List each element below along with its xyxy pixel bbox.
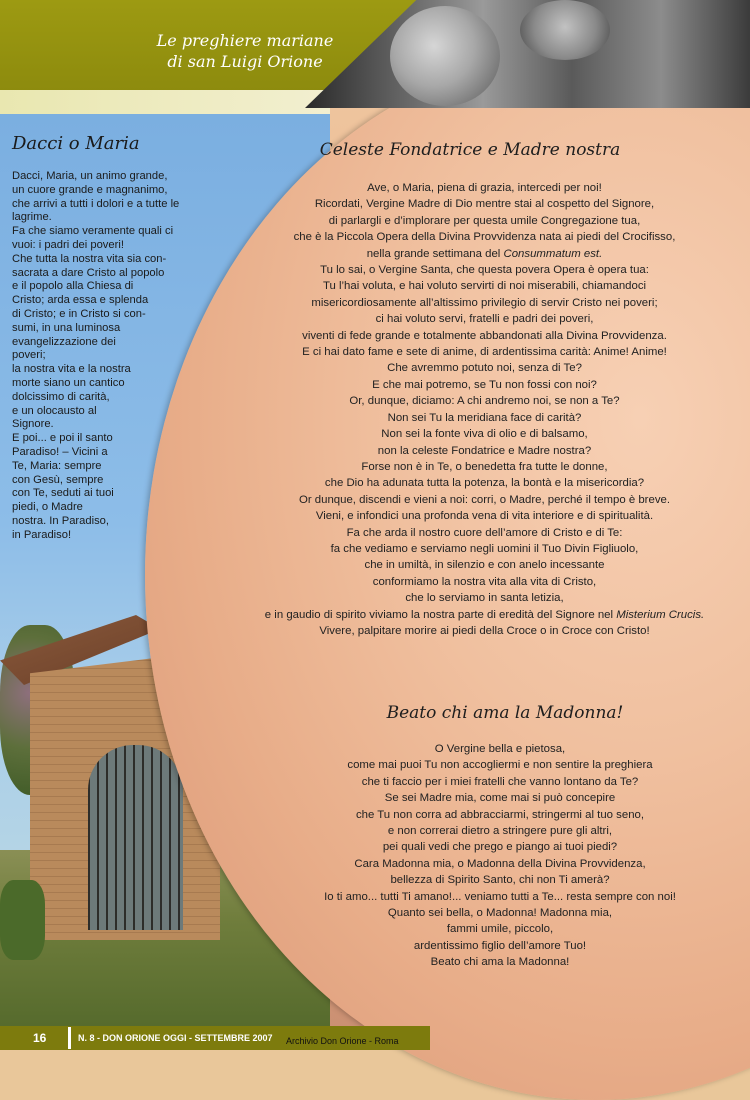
text-line: e un olocausto al bbox=[12, 404, 97, 417]
prayer-line: Vivere, palpitare morire ai piedi della Croce o in Croce con Cristo! bbox=[319, 624, 650, 637]
text-line: lagrime. bbox=[12, 211, 52, 224]
prayer-line-text: nella grande settimana del bbox=[366, 247, 504, 260]
prayer-line: Tu lo sai, o Vergine Santa, che questa povera Opera è opera tua: bbox=[320, 264, 649, 277]
text-line: vuoi: i padri dei poveri! bbox=[12, 238, 124, 251]
text-line: dolcissimo di carità, bbox=[12, 390, 110, 403]
footer-issue: N. 8 - DON ORIONE OGGI - SETTEMBRE 2007 bbox=[78, 1033, 273, 1043]
prayer-line: Tu l’hai voluta, e hai voluto servirti di noi miserabili, chiamandoci bbox=[322, 280, 647, 293]
portrait-photo-secondary bbox=[520, 0, 610, 60]
prayer-line: E che mai potremo, se Tu non fossi con noi? bbox=[372, 378, 597, 391]
prayer-line: Or dunque, discendi e vieni a noi: corri, o Madre, perché il tempo è breve. bbox=[298, 493, 671, 506]
text-line: Beato chi ama la Madonna! bbox=[430, 956, 570, 969]
text-line: un cuore grande e magnanimo, bbox=[12, 183, 168, 196]
prayer-line: che è la Piccola Opera della Divina Provvidenza nata ai piedi del Crocifisso, bbox=[293, 231, 676, 244]
prayer-line-text: e in gaudio di spirito viviamo la nostra parte di eredità del Signore nel bbox=[264, 608, 617, 621]
prayer-line: Or, dunque, diciamo: A chi andremo noi, se non a Te? bbox=[349, 395, 620, 408]
text-line: in Paradiso! bbox=[12, 528, 72, 541]
text-line: Quanto sei bella, o Madonna! Madonna mia, bbox=[387, 907, 613, 920]
text-line: bellezza di Spirito Santo, chi non Ti amerà? bbox=[390, 874, 610, 887]
prayer-line: Forse non è in Te, o benedetta fra tutte le donne, bbox=[361, 460, 608, 473]
text-line: nostra. In Paradiso, bbox=[12, 514, 110, 527]
prayer2-text bbox=[290, 741, 710, 971]
text-line: poveri; bbox=[12, 349, 46, 362]
text-line: E poi... e poi il santo bbox=[12, 432, 113, 445]
text-line: che arrivi a tutti i dolori e a tutte le bbox=[12, 197, 180, 210]
prayer-line: Ricordati, Vergine Madre di Dio mentre stai al cospetto del Signore, bbox=[314, 198, 655, 211]
archive-credit: Archivio Don Orione - Roma bbox=[286, 1036, 399, 1046]
text-line: che Tu non corra ad abbracciarmi, stringermi al tuo seno, bbox=[355, 808, 645, 821]
prayer-line bbox=[222, 607, 747, 623]
prayer-line: che lo serviamo in santa letizia, bbox=[405, 592, 564, 605]
prayer2-title: Beato chi ama la Madonna! bbox=[386, 703, 624, 723]
text-line: Signore. bbox=[12, 418, 54, 431]
text-line: ardentissimo figlio dell’amore Tuo! bbox=[413, 939, 587, 952]
prayer-line: Vieni, e infondici una profonda vena di vita interiore e di spiritualità. bbox=[315, 510, 654, 523]
prayer-line: che in umiltà, in silenzio e con anelo incessante bbox=[364, 559, 605, 572]
prayer-line: E ci hai dato fame e sete di anime, di ardentissima carità: Anime! Anime! bbox=[302, 346, 667, 359]
text-line: Fa che siamo veramente quali ci bbox=[12, 225, 174, 238]
prayer-line: Ave, o Maria, piena di grazia, intercedi per noi! bbox=[367, 182, 602, 194]
prayer-line-italic: Misterium Crucis. bbox=[616, 608, 705, 621]
text-line: pei quali vedi che prego e piango ai tuoi piedi? bbox=[382, 841, 618, 854]
text-line: Cara Madonna mia, o Madonna della Divina Provvidenza, bbox=[354, 857, 646, 870]
prayer-line: conformiamo la nostra vita alla vita di Cristo, bbox=[372, 575, 597, 588]
prayer-line: misericordiosamente all’altissimo privilegio di servir Cristo nei poveri; bbox=[311, 296, 658, 309]
text-line: sumi, in una luminosa bbox=[12, 321, 121, 334]
text-line: Dacci, Maria, un animo grande, bbox=[12, 170, 168, 182]
prayer1-text bbox=[222, 180, 747, 639]
text-line: che ti faccio per i miei fratelli che vanno lontano da Te? bbox=[361, 775, 639, 788]
prayer-line: Non sei Tu la meridiana face di carità? bbox=[387, 411, 582, 424]
prayer-line bbox=[222, 246, 747, 262]
prayer-line: di parlargli e d’implorare per questa umile Congregazione tua, bbox=[328, 214, 641, 227]
text-line: Paradiso! – Vicini a bbox=[12, 445, 108, 458]
text-line: Io ti amo... tutti Ti amano!... veniamo tutti a Te... resta sempre con noi! bbox=[324, 890, 676, 903]
text-line: Che tutta la nostra vita sia con- bbox=[12, 252, 167, 265]
text-line: di Cristo; e in Cristo si con- bbox=[12, 307, 146, 320]
prayer1-title: Celeste Fondatrice e Madre nostra bbox=[319, 140, 621, 160]
prayer-line: ci hai voluto servi, fratelli e padri dei poveri, bbox=[375, 313, 594, 326]
page-number: 16 bbox=[33, 1031, 47, 1045]
text-line: morte siano un cantico bbox=[12, 376, 125, 389]
header-title-line: di san Luigi Orione bbox=[167, 52, 323, 71]
prayer-line: Fa che arda il nostro cuore dell’amore di Cristo e di Te: bbox=[346, 526, 623, 539]
prayer-line: non la celeste Fondatrice e Madre nostra? bbox=[377, 444, 592, 457]
hedge-photo bbox=[0, 880, 45, 960]
text-line: come mai puoi Tu non accogliermi e non sentire la preghiera bbox=[347, 759, 653, 772]
text-line: Se sei Madre mia, come mai si può concepire bbox=[384, 792, 616, 805]
prayer-line: fa che vediamo e serviamo negli uomini il Tuo Divin Figliuolo, bbox=[330, 542, 639, 555]
portrait-photo bbox=[390, 6, 500, 106]
left-prayer-title: Dacci o Maria bbox=[12, 133, 140, 154]
prayer-line: Che avremmo potuto noi, senza di Te? bbox=[387, 362, 582, 375]
prayer-line: che Dio ha adunata tutta la potenza, la bontà e la misericordia? bbox=[324, 477, 645, 490]
text-line: O Vergine bella e pietosa, bbox=[434, 743, 566, 755]
prayer-line: Non sei la fonte viva di olio e di balsamo, bbox=[381, 428, 588, 441]
left-prayer-text bbox=[12, 170, 212, 543]
text-line: Cristo; arda essa e splenda bbox=[12, 294, 149, 307]
chapel-gate bbox=[88, 745, 183, 930]
text-line: Te, Maria: sempre bbox=[12, 459, 102, 472]
header-title bbox=[130, 30, 360, 72]
text-line: e non correrai dietro a stringere pure gli altri, bbox=[387, 825, 613, 838]
text-line: la nostra vita e la nostra bbox=[12, 363, 131, 376]
prayer-line-italic: Consummatum est. bbox=[503, 247, 603, 260]
text-line: con Gesù, sempre bbox=[12, 473, 104, 486]
header-stripe bbox=[0, 90, 330, 114]
text-line: piedi, o Madre bbox=[12, 501, 83, 514]
text-line: fammi umile, piccolo, bbox=[446, 923, 554, 936]
text-line: con Te, seduti ai tuoi bbox=[12, 487, 114, 500]
header-title-line: Le preghiere mariane bbox=[156, 31, 334, 50]
text-line: e il popolo alla Chiesa di bbox=[12, 280, 134, 293]
footer-divider bbox=[68, 1027, 71, 1049]
text-line: evangelizzazione dei bbox=[12, 335, 116, 348]
text-line: sacrata a dare Cristo al popolo bbox=[12, 266, 165, 279]
prayer-line: viventi di fede grande e totalmente abbandonati alla Divina Provvidenza. bbox=[302, 329, 667, 342]
